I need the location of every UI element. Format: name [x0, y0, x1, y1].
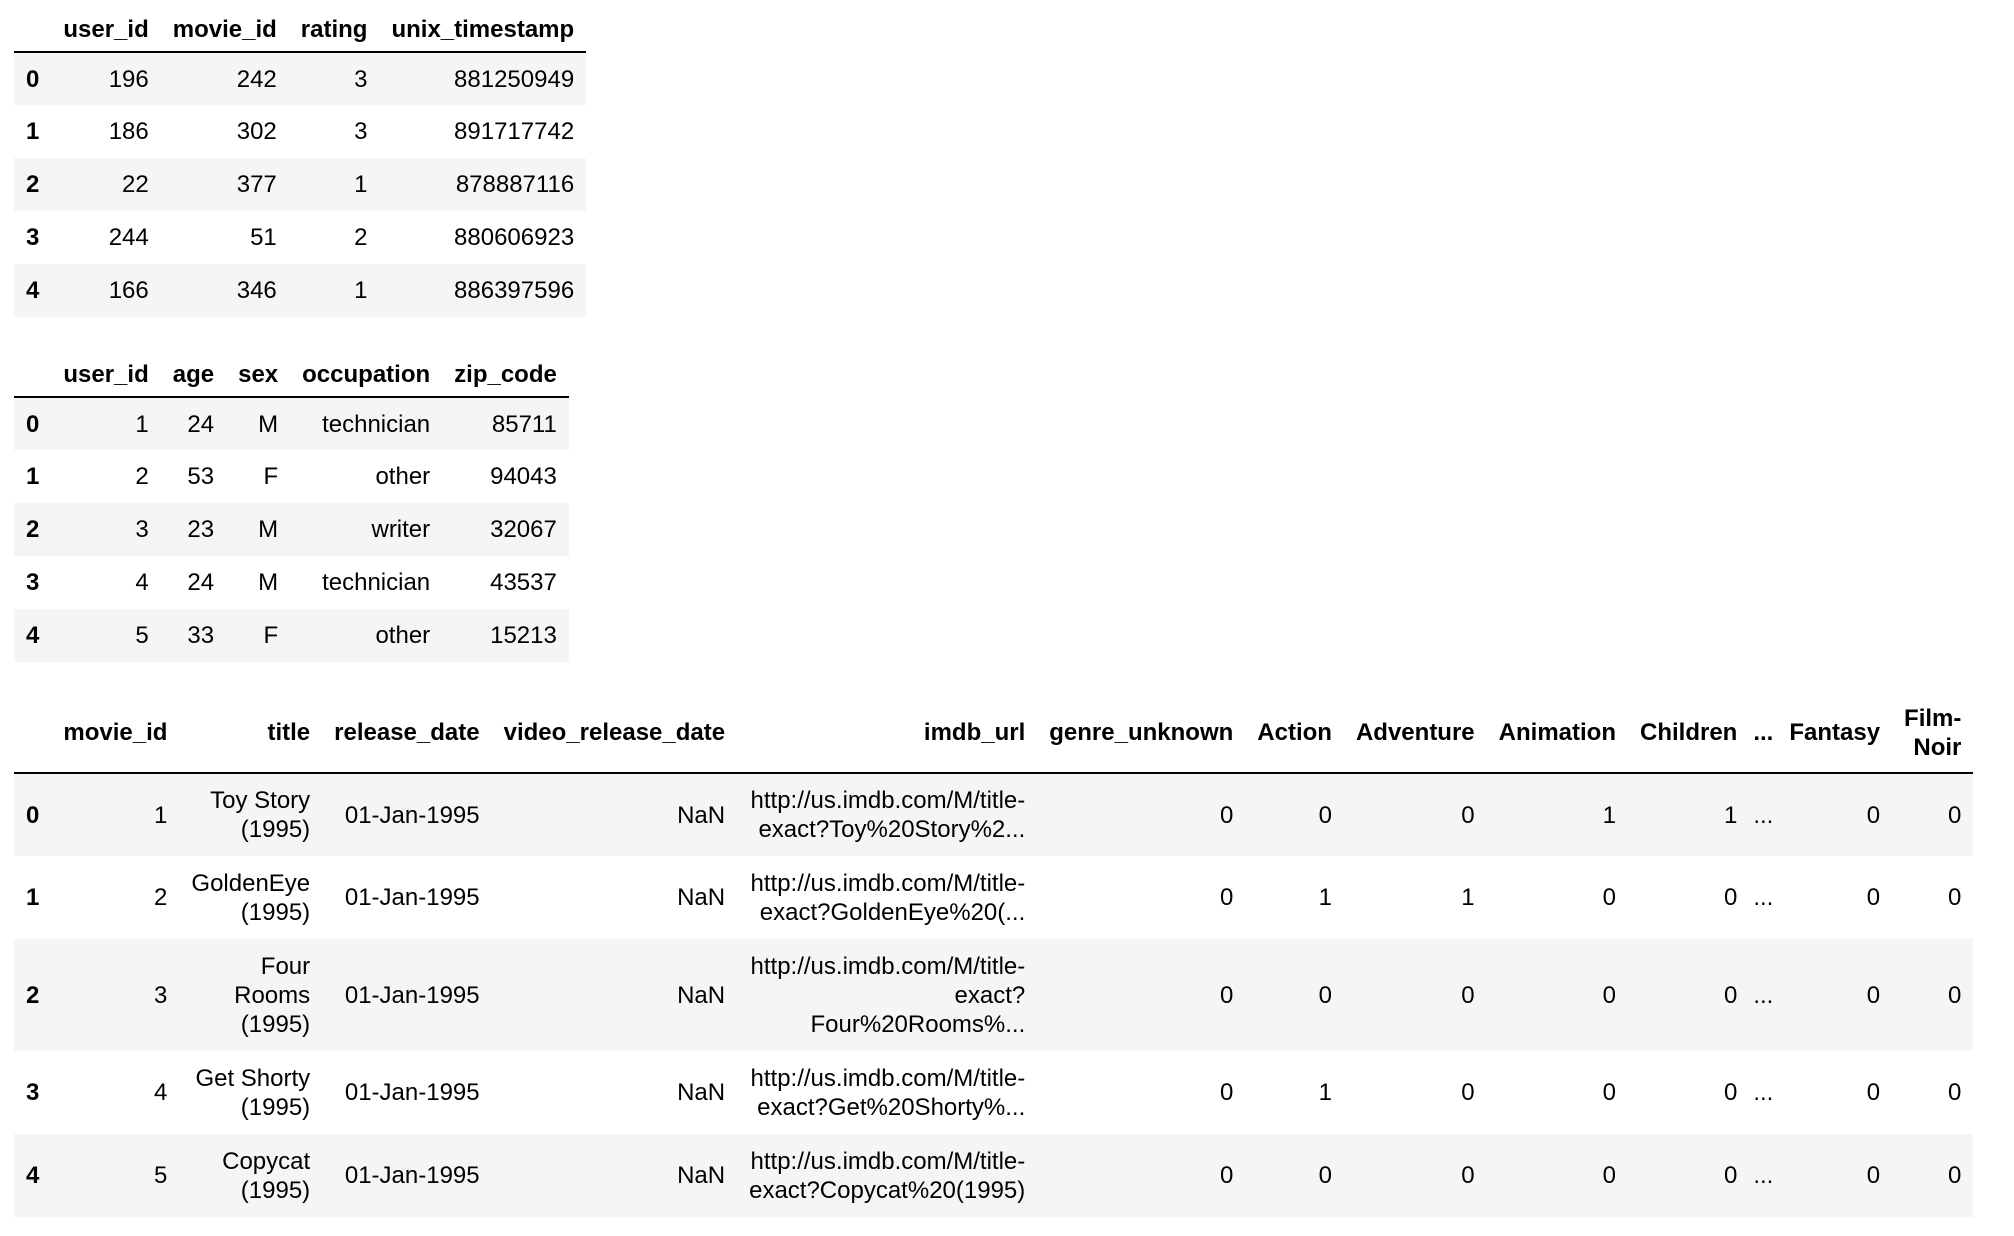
url-cell	[737, 1134, 1037, 1217]
title-line: Four	[260, 952, 311, 980]
users-dataframe	[14, 353, 569, 662]
cell: 878887116	[455, 171, 575, 198]
cell: 51	[250, 224, 277, 251]
title-line: (1995)	[240, 1010, 311, 1038]
cell: NaN	[677, 884, 726, 911]
title-line: (1995)	[240, 1093, 311, 1121]
cell: 377	[236, 171, 277, 198]
table-row	[14, 1134, 1973, 1217]
column-header-line: Film-	[1904, 704, 1962, 732]
table-row	[14, 773, 1973, 856]
cell: 0	[1948, 801, 1962, 829]
row-index: 0	[26, 410, 40, 438]
title-cell	[179, 939, 322, 1051]
cell: 0	[1723, 884, 1738, 911]
table-row	[14, 105, 586, 158]
cell: 1	[354, 171, 368, 198]
cell: 302	[236, 118, 277, 145]
column-header: video_release_date	[492, 693, 737, 773]
column-header: sex	[226, 353, 290, 397]
cell: NaN	[677, 801, 726, 829]
cell: 1	[354, 277, 368, 304]
cell: 0	[1948, 884, 1962, 911]
cell: 1	[1318, 884, 1332, 911]
cell: NaN	[677, 1079, 726, 1106]
url-line: exact?GoldenEye%20(...	[759, 898, 1026, 926]
cell: other	[375, 622, 431, 649]
cell: F	[263, 622, 279, 649]
cell: 0	[1602, 1162, 1616, 1189]
title-cell	[179, 1134, 322, 1217]
table-row	[14, 158, 586, 211]
cell: 1	[1723, 801, 1738, 829]
header-row	[14, 8, 586, 52]
cell: 0	[1318, 1162, 1332, 1189]
url-cell	[737, 939, 1037, 1051]
column-header: movie_id	[161, 8, 289, 52]
cell: 0	[1948, 981, 1962, 1009]
cell: 0	[1461, 981, 1475, 1009]
table-row	[14, 52, 586, 105]
ratings-dataframe	[14, 8, 586, 317]
column-header: Fantasy	[1777, 693, 1892, 773]
cell: 5	[154, 1162, 168, 1189]
title-line: Copycat	[222, 1147, 311, 1175]
table-row	[14, 556, 569, 609]
url-line: http://us.imdb.com/M/title-	[750, 1064, 1026, 1092]
table-row	[14, 264, 586, 317]
cell: 33	[187, 622, 215, 649]
cell: 0	[1602, 884, 1616, 911]
row-index: 2	[26, 516, 40, 543]
cell: 94043	[490, 463, 557, 490]
cell: 0	[1948, 1162, 1962, 1189]
cell: 0	[1219, 884, 1234, 911]
cell: 0	[1461, 1162, 1475, 1189]
row-index: 3	[26, 569, 40, 596]
url-line: Four%20Rooms%...	[810, 1010, 1026, 1038]
cell: 880606923	[454, 224, 575, 251]
column-header: imdb_url	[737, 693, 1037, 773]
cell: 0	[1723, 981, 1738, 1009]
column-header: title	[179, 693, 322, 773]
table-row	[14, 1051, 1973, 1134]
cell: 0	[1866, 884, 1881, 911]
column-header-line: Noir	[1913, 733, 1962, 761]
url-line: exact?Get%20Shorty%...	[757, 1093, 1026, 1121]
cell: M	[258, 410, 279, 438]
cell: 242	[236, 65, 277, 93]
title-line: GoldenEye	[191, 869, 311, 897]
cell: 0	[1602, 981, 1616, 1009]
cell: ...	[1753, 1162, 1774, 1189]
cell: 0	[1461, 1079, 1475, 1106]
title-cell	[179, 1051, 322, 1134]
column-header: zip_code	[442, 353, 569, 397]
column-header	[1892, 693, 1973, 773]
row-index: 2	[26, 981, 40, 1009]
cell: 0	[1219, 1162, 1234, 1189]
row-index: 3	[26, 1079, 40, 1106]
cell: technician	[322, 410, 431, 438]
cell: 0	[1866, 801, 1881, 829]
cell: technician	[322, 569, 431, 596]
column-header: genre_unknown	[1037, 693, 1245, 773]
cell: 2	[154, 884, 168, 911]
cell: 3	[135, 516, 149, 543]
row-index: 1	[26, 118, 40, 145]
title-line: (1995)	[240, 816, 311, 843]
cell: 53	[187, 463, 215, 490]
cell: 22	[122, 171, 149, 198]
row-index: 4	[26, 277, 40, 304]
title-line: Get Shorty	[195, 1064, 311, 1092]
column-header: Children	[1628, 693, 1749, 773]
row-index: 4	[26, 1162, 40, 1189]
cell: ...	[1753, 981, 1774, 1009]
url-line: http://us.imdb.com/M/title-	[750, 1147, 1026, 1175]
table-row	[14, 856, 1973, 939]
cell: 1	[135, 410, 149, 438]
table-row	[14, 211, 586, 264]
row-index: 1	[26, 884, 40, 911]
cell: 43537	[490, 569, 557, 596]
cell: 15213	[490, 622, 557, 649]
title-line: Toy Story	[210, 787, 311, 814]
cell: 0	[1723, 1162, 1738, 1189]
cell: 2	[354, 224, 368, 251]
header-row	[14, 353, 569, 397]
cell: writer	[371, 516, 431, 543]
title-cell	[179, 773, 322, 856]
column-header: age	[161, 353, 226, 397]
table-row	[14, 503, 569, 556]
cell: 346	[236, 277, 277, 304]
header-row	[14, 693, 1973, 773]
column-header: unix_timestamp	[379, 8, 586, 52]
title-line: (1995)	[240, 1176, 311, 1204]
index-header	[14, 8, 51, 52]
cell: 186	[108, 118, 149, 145]
column-header: user_id	[51, 353, 160, 397]
cell: 166	[108, 277, 149, 304]
column-header: Adventure	[1344, 693, 1487, 773]
cell: NaN	[677, 1162, 726, 1189]
index-header	[14, 353, 51, 397]
cell: 24	[187, 410, 215, 438]
cell: ...	[1753, 1079, 1774, 1106]
cell: 3	[154, 981, 168, 1009]
url-line: exact?Toy%20Story%2...	[758, 816, 1026, 843]
row-index: 3	[26, 224, 40, 251]
cell: 01-Jan-1995	[344, 884, 480, 911]
cell: 23	[187, 516, 215, 543]
cell: 24	[187, 569, 215, 596]
url-line: http://us.imdb.com/M/title-	[750, 787, 1026, 814]
cell: 1	[1461, 884, 1475, 911]
cell: 244	[108, 224, 149, 251]
table-row	[14, 397, 569, 450]
title-line: Rooms	[234, 981, 311, 1009]
cell: 0	[1219, 981, 1234, 1009]
cell: 881250949	[454, 65, 575, 93]
cell: 196	[108, 65, 149, 93]
column-header: Animation	[1487, 693, 1628, 773]
row-index: 1	[26, 463, 40, 490]
cell: 0	[1461, 801, 1475, 829]
cell: 0	[1866, 1162, 1881, 1189]
cell: 1	[1602, 801, 1616, 829]
cell: 0	[1866, 981, 1881, 1009]
url-line: exact?Copycat%20(1995)	[749, 1176, 1026, 1204]
table-row	[14, 450, 569, 503]
url-line: http://us.imdb.com/M/title-	[750, 869, 1026, 897]
column-header: ...	[1749, 693, 1777, 773]
title-cell	[179, 856, 322, 939]
cell: ...	[1753, 884, 1774, 911]
cell: 1	[154, 801, 168, 829]
url-cell	[737, 1051, 1037, 1134]
cell: 5	[135, 622, 149, 649]
cell: 01-Jan-1995	[344, 981, 480, 1009]
cell: 01-Jan-1995	[344, 801, 480, 829]
cell: 0	[1723, 1079, 1738, 1106]
column-header: Action	[1245, 693, 1344, 773]
cell: 2	[135, 463, 149, 490]
url-line: http://us.imdb.com/M/title-	[750, 952, 1026, 980]
cell: NaN	[677, 981, 726, 1009]
cell: 891717742	[454, 118, 575, 145]
cell: 0	[1318, 801, 1332, 829]
cell: 85711	[491, 410, 557, 438]
cell: 0	[1866, 1079, 1881, 1106]
movies-dataframe	[14, 693, 1973, 1217]
column-header: release_date	[322, 693, 491, 773]
cell: 01-Jan-1995	[344, 1079, 480, 1106]
url-cell	[737, 773, 1037, 856]
cell: 32067	[490, 516, 557, 543]
cell: M	[258, 516, 279, 543]
cell: 0	[1219, 1079, 1234, 1106]
column-header: user_id	[51, 8, 160, 52]
cell: other	[375, 463, 431, 490]
row-index: 2	[26, 171, 40, 198]
cell: 4	[135, 569, 149, 596]
cell: 1	[1318, 1079, 1332, 1106]
row-index: 0	[26, 801, 40, 829]
row-index: 4	[26, 622, 40, 649]
cell: 01-Jan-1995	[344, 1162, 480, 1189]
cell: 0	[1948, 1079, 1962, 1106]
index-header	[14, 693, 51, 773]
column-header: movie_id	[51, 693, 179, 773]
cell: F	[263, 463, 279, 490]
cell: 0	[1318, 981, 1332, 1009]
column-header: rating	[289, 8, 380, 52]
table-row	[14, 609, 569, 662]
cell: 0	[1219, 801, 1234, 829]
cell: ...	[1753, 801, 1774, 829]
url-cell	[737, 856, 1037, 939]
url-line: exact?	[954, 981, 1026, 1009]
cell: 3	[354, 65, 368, 93]
cell: M	[258, 569, 279, 596]
column-header: occupation	[290, 353, 442, 397]
row-index: 0	[26, 65, 40, 93]
cell: 3	[354, 118, 368, 145]
table-row	[14, 939, 1973, 1051]
title-line: (1995)	[240, 898, 311, 926]
cell: 886397596	[454, 277, 575, 304]
cell: 4	[154, 1079, 168, 1106]
cell: 0	[1602, 1079, 1616, 1106]
